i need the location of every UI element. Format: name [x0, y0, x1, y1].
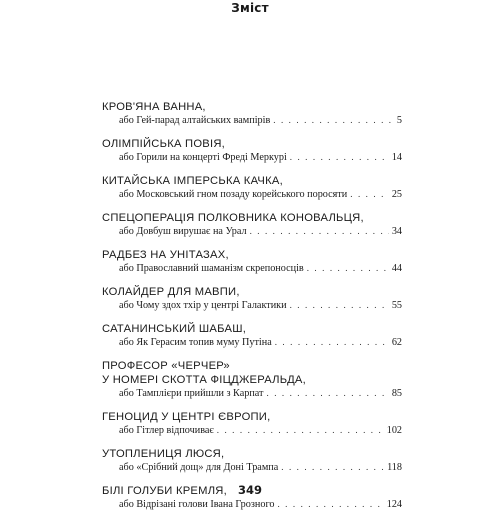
- toc-entry-heading-continued: У НОМЕРІ СКОТТА ФІЦДЖЕРАЛЬДА,: [102, 374, 307, 386]
- toc-entry-subtitle-line: [102, 262, 402, 276]
- toc-entry-subtitle-line: [102, 151, 402, 165]
- dot-leader: [250, 225, 389, 239]
- dot-leader: [281, 461, 384, 475]
- toc-entry-page-number: 14: [391, 152, 402, 163]
- toc-entry-page-number: 62: [391, 337, 402, 348]
- toc-entry: [102, 447, 402, 475]
- toc-entry-page-number: 85: [391, 388, 402, 399]
- toc-entry-heading: БІЛІ ГОЛУБИ КРЕМЛЯ,: [102, 485, 227, 497]
- toc-entry-subtitle: або Відрізані голови Івана Грозного: [119, 499, 275, 510]
- page-title: Зміст: [231, 1, 269, 15]
- toc-entry-subtitle: або Довбуш вирушає на Урал: [119, 226, 247, 237]
- toc-entry-subtitle-line: [102, 299, 402, 313]
- toc-entry-subtitle: або Тамплієри прийшли з Карпат: [119, 388, 264, 399]
- toc-entry-subtitle-line: [102, 498, 402, 512]
- toc-entry-subtitle: або Московський гном позаду корейського поросяти: [119, 189, 348, 200]
- toc-entry: [102, 359, 402, 401]
- dot-leader: [350, 188, 389, 202]
- toc-entry: [102, 248, 402, 276]
- toc-entry-heading: СПЕЦОПЕРАЦІЯ ПОЛКОВНИКА КОНОВАЛЬЦЯ,: [102, 212, 364, 224]
- toc-entry: [102, 410, 402, 438]
- toc-entry: [102, 137, 402, 165]
- toc-entry: [102, 100, 402, 128]
- toc-entry-subtitle: або Горили на концерті Фреді Меркурі: [119, 152, 287, 163]
- toc-entry-subtitle-line: [102, 336, 402, 350]
- toc-entry-page-number: 55: [391, 300, 402, 311]
- toc-entry-heading: УТОПЛЕНИЦЯ ЛЮСЯ,: [102, 448, 225, 460]
- dot-leader: [267, 387, 389, 401]
- dot-leader: [290, 299, 389, 313]
- toc-entry: [102, 174, 402, 202]
- toc-entry-subtitle: або Гітлер відпочиває: [119, 425, 214, 436]
- dot-leader: [273, 114, 394, 128]
- page-number: 349: [237, 483, 262, 497]
- toc-entry-page-number: 118: [387, 462, 402, 473]
- toc-entry-subtitle: або Чому здох тхір у центрі Галактики: [119, 300, 287, 311]
- toc-entry-subtitle: або «Срібний дощ» для Доні Трампа: [119, 462, 279, 473]
- dot-leader: [217, 424, 384, 438]
- toc-entry-page-number: 34: [391, 226, 402, 237]
- toc-entry-subtitle: або Як Герасим топив муму Путіна: [119, 337, 272, 348]
- toc-entry-subtitle-line: [102, 424, 402, 438]
- toc-entry-heading: ГЕНОЦИД У ЦЕНТРІ ЄВРОПИ,: [102, 411, 271, 423]
- dot-leader: [290, 151, 389, 165]
- toc-entry-page-number: 102: [386, 425, 402, 436]
- toc-entry-subtitle-line: [102, 188, 402, 202]
- toc-entry: [102, 322, 402, 350]
- toc-entry-heading: КОЛАЙДЕР ДЛЯ МАВПИ,: [102, 286, 240, 298]
- toc-entry-page-number: 5: [396, 115, 402, 126]
- toc-entry-subtitle-line: [102, 225, 402, 239]
- toc-entry-subtitle: або Православний шаманізм скрепоносців: [119, 263, 304, 274]
- toc-entry-subtitle: або Гей-парад алтайських вампірів: [119, 115, 271, 126]
- toc-entry-heading: ПРОФЕСОР «ЧЕРЧЕР»: [102, 360, 230, 372]
- dot-leader: [275, 336, 389, 350]
- dot-leader: [277, 498, 383, 512]
- toc-entry-page-number: 124: [386, 499, 402, 510]
- table-of-contents: [102, 100, 402, 521]
- toc-entry-page-number: 44: [391, 263, 402, 274]
- toc-entry-heading: ОЛІМПІЙСЬКА ПОВІЯ,: [102, 138, 226, 150]
- toc-entry-heading: САТАНИНСЬКИЙ ШАБАШ,: [102, 323, 247, 335]
- toc-entry: [102, 285, 402, 313]
- toc-entry-heading: РАДБЕЗ НА УНІТАЗАХ,: [102, 249, 229, 261]
- toc-entry-subtitle-line: [102, 387, 402, 401]
- toc-entry-page-number: 25: [391, 189, 402, 200]
- dot-leader: [307, 262, 389, 276]
- toc-entry-heading: КРОВ'ЯНА ВАННА,: [102, 101, 206, 113]
- toc-entry-heading: КИТАЙСЬКА ІМПЕРСЬКА КАЧКА,: [102, 175, 283, 187]
- toc-entry-subtitle-line: [102, 461, 402, 475]
- toc-entry-subtitle-line: [102, 114, 402, 128]
- toc-entry: [102, 211, 402, 239]
